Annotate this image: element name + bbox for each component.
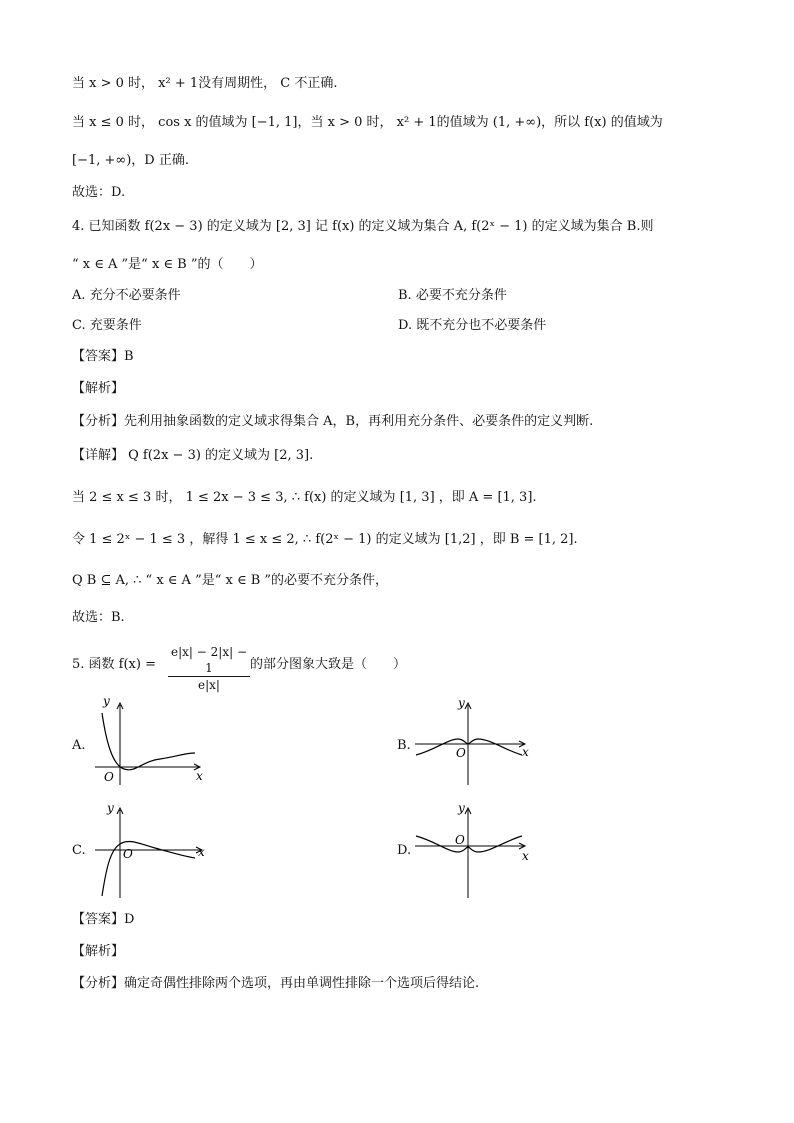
x-label: x [196,769,203,783]
graph-d-option: D. [397,843,412,858]
text-line: 故选：D. [72,185,126,200]
y-label: y [107,801,114,815]
origin-label: O [104,770,114,784]
curve [416,739,522,755]
x-label: x [522,849,529,863]
step-1: 当 2 ≤ x ≤ 3 时， 1 ≤ 2x − 3 ≤ 3, ∴ f(x) 的定义域为 [1, 3] ，即 A = [1, 3]. [72,490,537,505]
option-c: C. 充要条件 [72,318,142,333]
curve [416,836,522,852]
option-a: A. 充分不必要条件 [72,288,181,303]
analysis-5: 【分析】确定奇偶性排除两个选项，再由单调性排除一个选项后得结论. [72,976,480,991]
text-line: 当 x > 0 时， x² + 1没有周期性， C 不正确. [72,76,338,91]
analysis-4: 【分析】先利用抽象函数的定义域求得集合 A，B，再利用充分条件、必要条件的定义判断. [72,414,594,429]
graph-b-option: B. [397,738,411,753]
analysis-4-heading: 【解析】 [72,381,125,396]
y-label: y [103,695,110,708]
graph-a [90,695,220,790]
question-4: 4. 已知函数 f(2x − 3) 的定义域为 [2, 3] 记 f(x) 的定义域为集合 A, f(2ˣ − 1) 的定义域为集合 B.则 [72,219,654,234]
origin-label: O [455,833,465,847]
origin-label: O [123,847,133,861]
y-label: y [458,696,465,710]
fraction-numerator: e|x| − 2|x| − 1 [171,645,247,675]
graph-a-option: A. [72,738,86,753]
step-2: 令 1 ≤ 2ˣ − 1 ≤ 3 ，解得 1 ≤ x ≤ 2, ∴ f(2ˣ − 1) 的定义域为 [1,2] ，即 B = [1, 2]. [72,532,578,547]
y-label: y [458,801,465,815]
step-3: Q B ⊆ A, ∴ “ x ∈ A ”是“ x ∈ B ”的必要不充分条件， [72,573,389,588]
answer-5: 【答案】D [72,912,135,927]
x-label: x [522,745,529,759]
curve [102,713,195,770]
question-5: 5. 函数 f(x) = [72,657,156,672]
text-line: [−1, +∞)，D 正确. [72,153,189,168]
answer-4: 【答案】B [72,349,134,364]
step-4: 故选：B. [72,610,125,625]
graph-c-option: C. [72,843,86,858]
detail-4: 【详解】 Q f(2x − 3) 的定义域为 [2, 3]. [72,448,314,463]
graph-c [90,800,220,900]
origin-label: O [456,746,466,760]
analysis-5-heading: 【解析】 [72,944,125,959]
option-d: D. 既不充分也不必要条件 [398,318,547,333]
question-4-cont: “ x ∈ A ”是“ x ∈ B ”的（ ） [72,257,263,272]
x-label: x [198,845,205,859]
graph-b [410,695,540,790]
fraction-denominator: e|x| [168,676,250,693]
fraction [168,644,250,693]
question-5-tail: 的部分图象大致是（ ） [250,657,407,672]
text-line: 当 x ≤ 0 时， cos x 的值域为 [−1, 1]，当 x > 0 时， x² + 1的值域为 (1, +∞)，所以 f(x) 的值域为 [72,115,663,130]
graph-d [410,800,540,900]
option-b: B. 必要不充分条件 [398,288,507,303]
